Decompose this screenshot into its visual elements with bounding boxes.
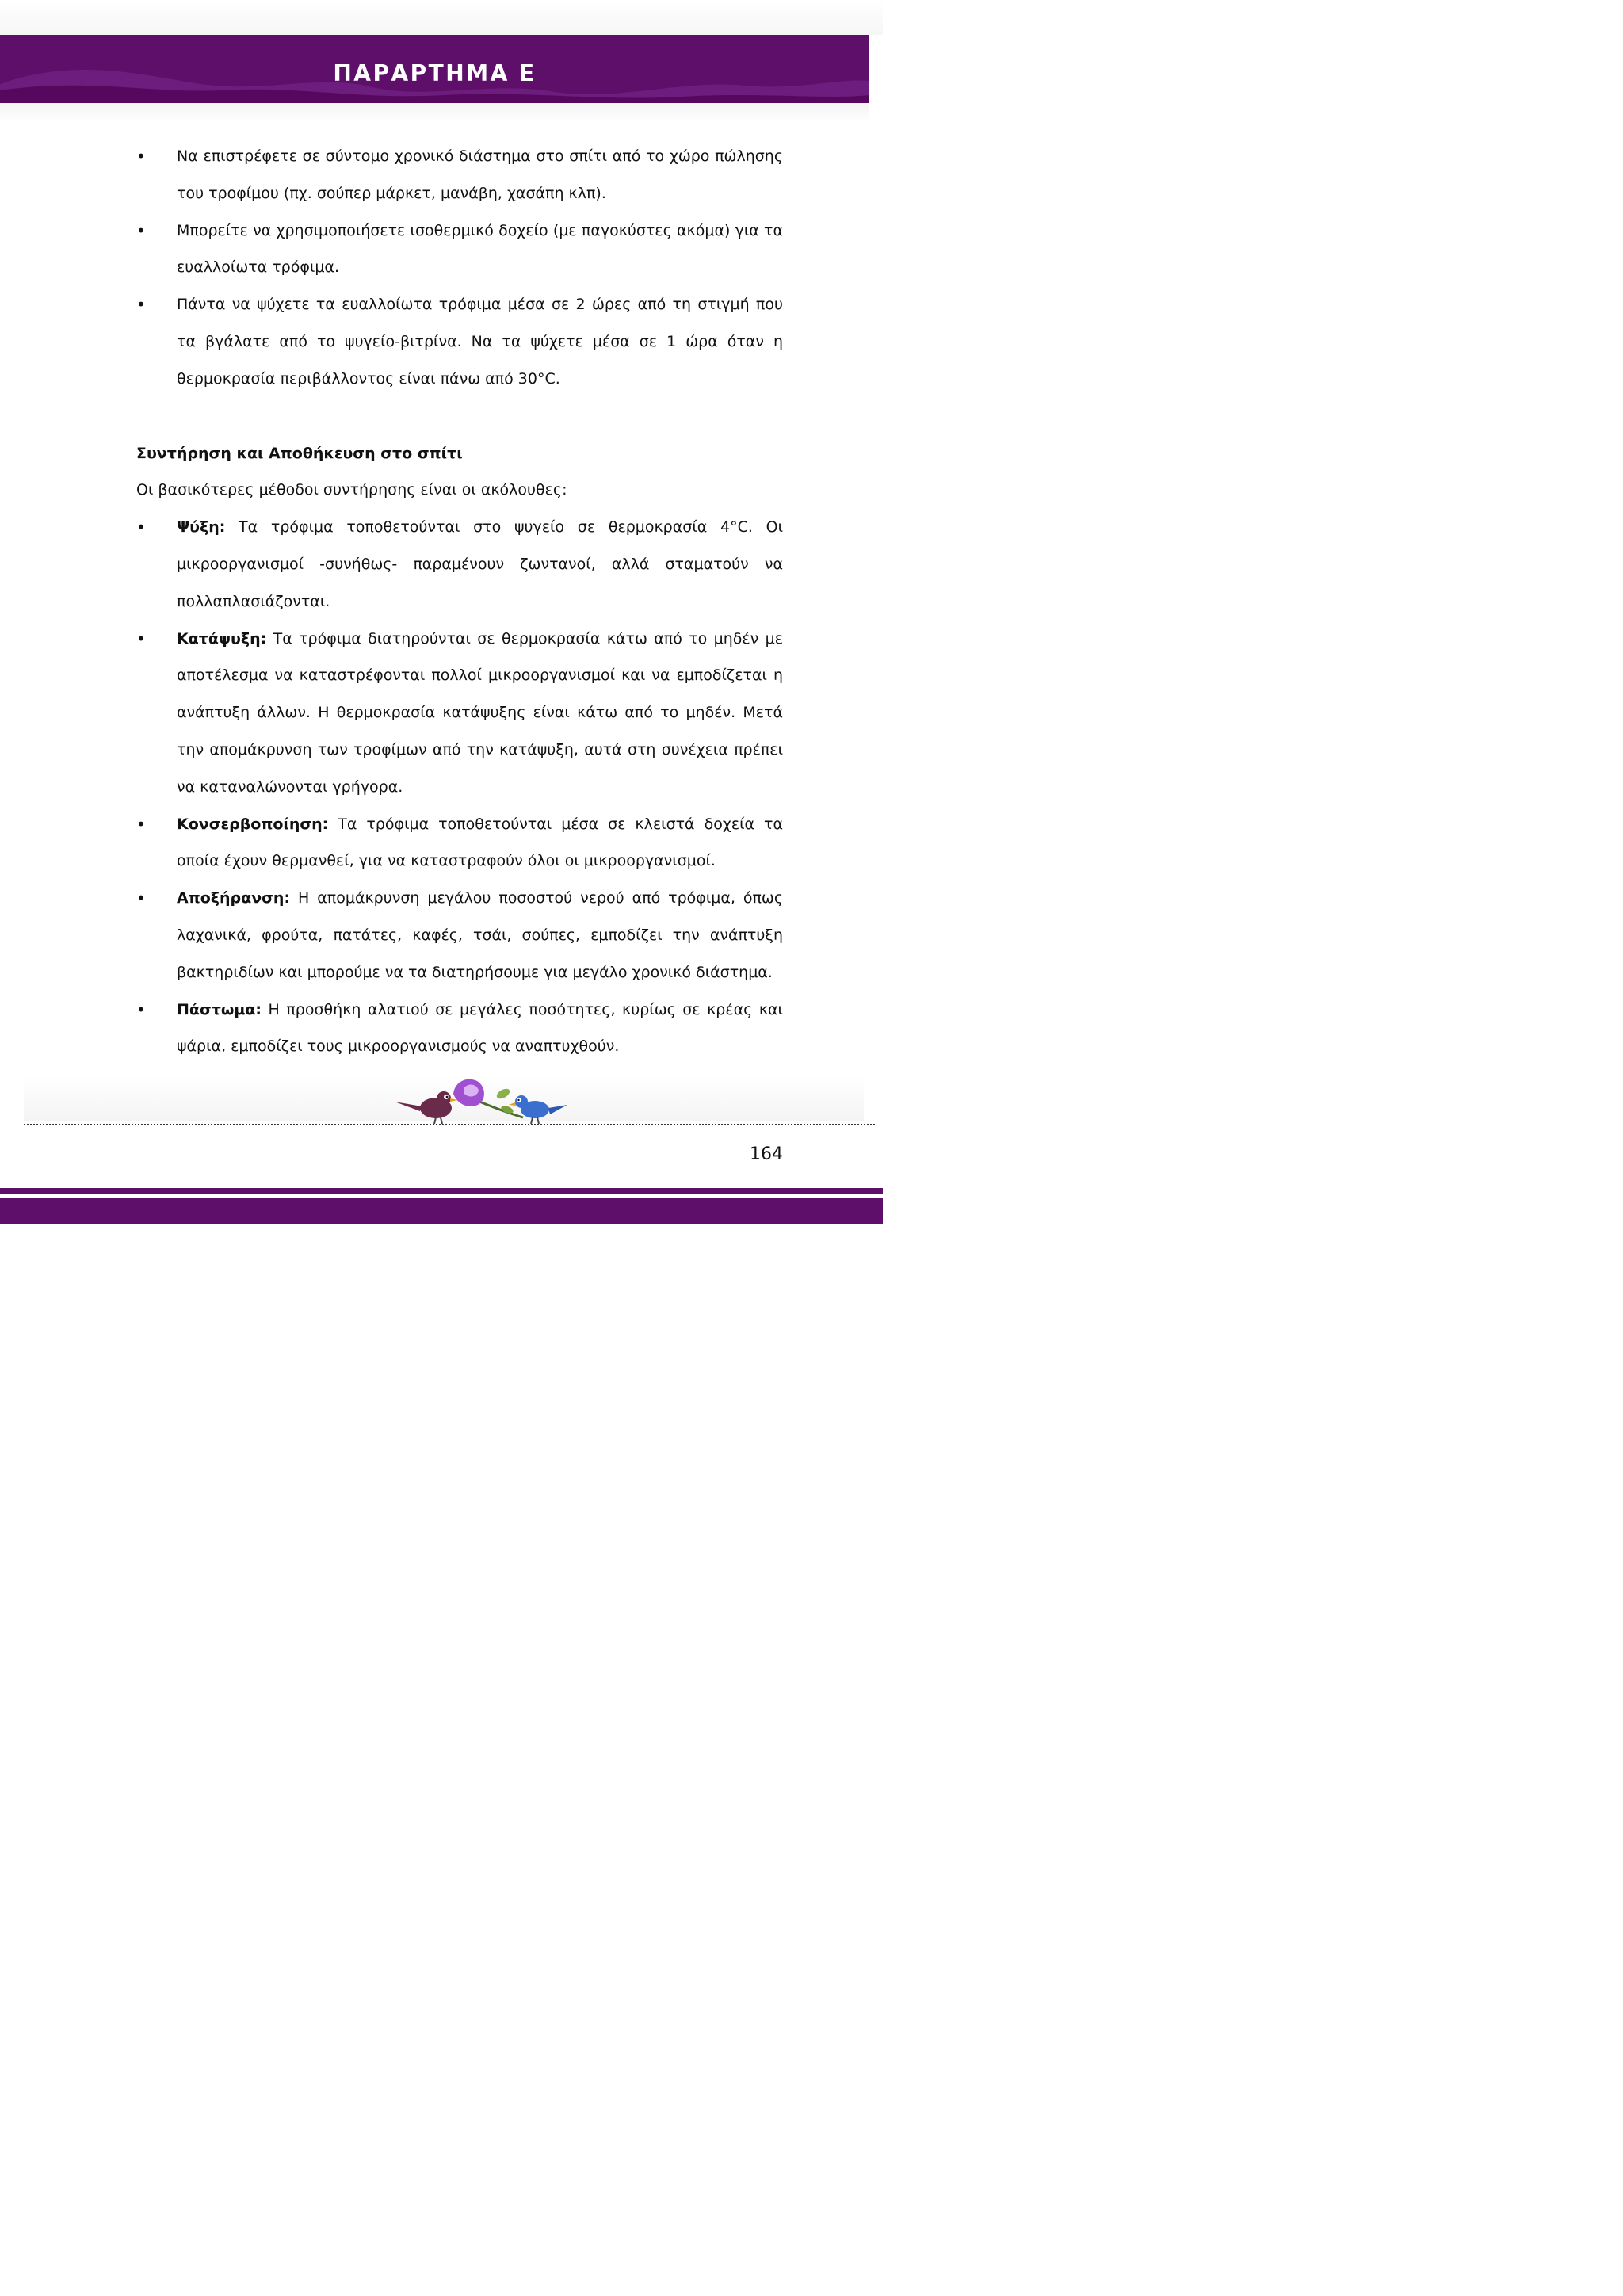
top-margin bbox=[0, 0, 883, 35]
method-item-canning bbox=[136, 806, 783, 881]
method-item-salting bbox=[136, 991, 783, 1066]
footer-stripe-thin bbox=[0, 1188, 883, 1194]
page-number: 164 bbox=[750, 1144, 783, 1164]
method-item-drying bbox=[136, 880, 783, 991]
method-description: Τα τρόφιμα διατηρούνται σε θερμοκρασία κάτω από το μηδέν με αποτέλεσμα να καταστρέφονται πολλοί μικροοργανισμοί και να εμποδίζεται η ανάπτυξη άλλων. Η θερμοκρασία κατάψυξης είναι κάτω από το μηδέν. Μετά την απομάκρυνση των τροφίμων από την κατάψυξη, αυτά στη συνέχεια πρέπει να καταναλώνονται γρήγορα. bbox=[177, 629, 783, 796]
method-description: Η απομάκρυνση μεγάλου ποσοστού νερού από τρόφιμα, όπως λαχανικά, φρούτα, πατάτες, καφές, τσάι, σούπες, εμποδίζει την ανάπτυξη βακτηριδίων και μπορούμε να τα διατηρήσουμε για μεγάλο χρονικό διάστημα. bbox=[177, 889, 783, 981]
footer-divider bbox=[24, 1124, 875, 1125]
method-description: Τα τρόφιμα τοποθετούνται μέσα σε κλειστά δοχεία τα οποία έχουν θερμανθεί, για να καταστραφούν όλοι οι μικροοργανισμοί. bbox=[177, 815, 783, 870]
shopping-tips-list bbox=[136, 138, 783, 398]
list-item: • Πάντα να ψύχετε τα ευαλλοίωτα τρόφιμα μέσα σε 2 ώρες από τη στιγμή που τα βγάλατε από το ψυγείο-βιτρίνα. Να τα ψύχετε μέσα σε 1 ώρα όταν η θερμοκρασία περιβάλλοντος είναι πάνω από 30°C. bbox=[136, 286, 783, 397]
list-item: • Μπορείτε να χρησιμοποιήσετε ισοθερμικό δοχείο (με παγοκύστες ακόμα) για τα ευαλλοίωτα τρόφιμα. bbox=[136, 212, 783, 287]
list-item: • Να επιστρέφετε σε σύντομο χρονικό διάστημα στο σπίτι από το χώρο πώλησης του τροφίμου (πχ. σούπερ μάρκετ, μανάβη, χασάπη κλπ). bbox=[136, 138, 783, 212]
page-content bbox=[136, 138, 783, 1065]
method-term: Ψύξη: bbox=[177, 518, 226, 537]
method-term: Κονσερβοποίηση: bbox=[177, 815, 329, 833]
header-shadow bbox=[0, 103, 869, 122]
birds-and-flower-illustration bbox=[388, 1075, 571, 1130]
preservation-methods-list bbox=[136, 509, 783, 1065]
page-title: ΠΑΡΑΡΤΗΜΑ Ε bbox=[333, 59, 537, 86]
footer-stripe-thick bbox=[0, 1198, 883, 1224]
method-description: Η προσθήκη αλατιού σε μεγάλες ποσότητες, κυρίως σε κρέας και ψάρια, εμποδίζει τους μικροοργανισμούς να αναπτυχθούν. bbox=[177, 1000, 783, 1056]
method-item-freezing bbox=[136, 621, 783, 806]
section-heading: Συντήρηση και Αποθήκευση στο σπίτι bbox=[136, 444, 463, 462]
method-item-cooling bbox=[136, 509, 783, 620]
method-term: Πάστωμα: bbox=[177, 1000, 262, 1018]
method-term: Κατάψυξη: bbox=[177, 629, 267, 648]
method-term: Αποξήρανση: bbox=[177, 889, 291, 907]
method-description: Τα τρόφιμα τοποθετούνται στο ψυγείο σε θερμοκρασία 4°C. Οι μικροοργανισμοί -συνήθως- παραμένουν ζωντανοί, αλλά σταματούν να πολλαπλασιάζονται. bbox=[177, 518, 783, 610]
section-intro: Οι βασικότερες μέθοδοι συντήρησης είναι οι ακόλουθες: bbox=[136, 481, 567, 499]
